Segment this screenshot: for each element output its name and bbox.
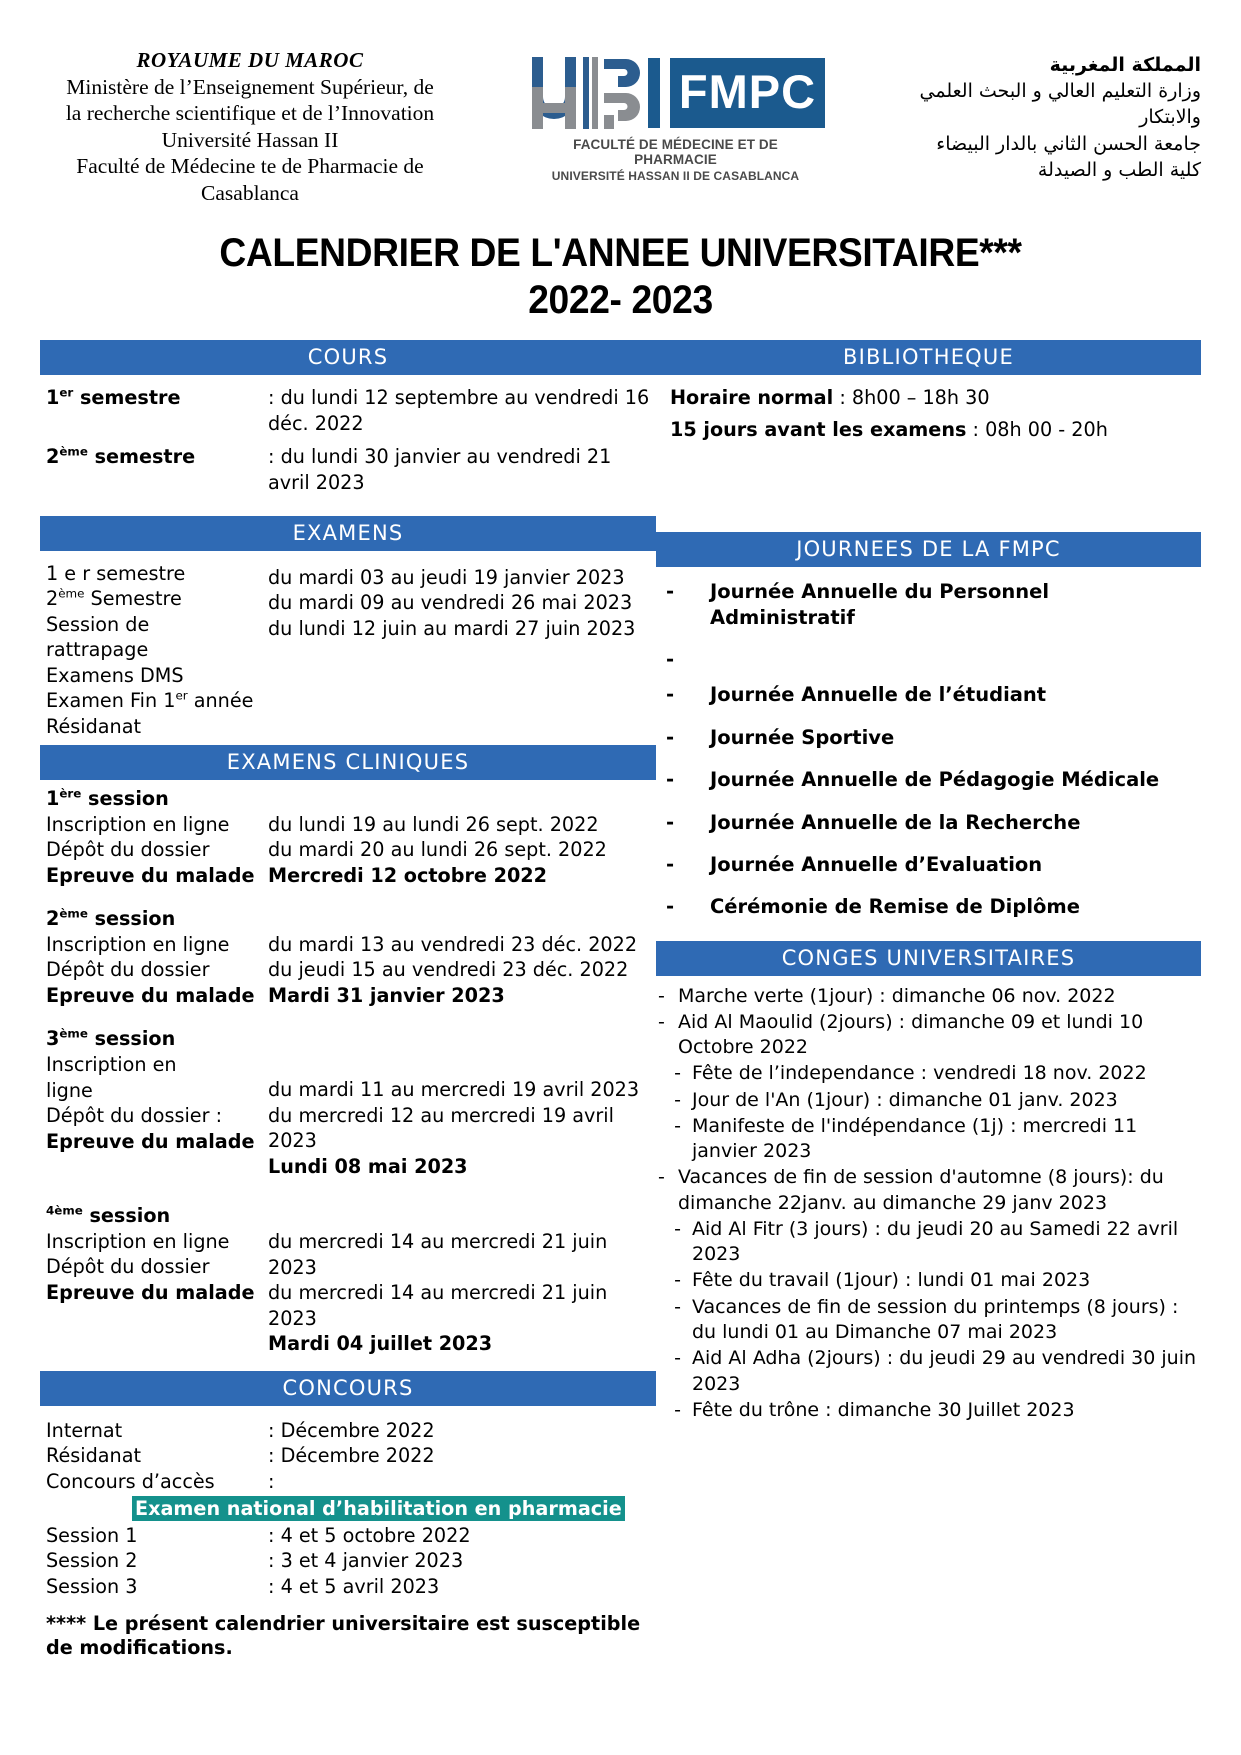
conge-item-label: Fête de l’independance : vendredi 18 nov. 2022 <box>692 1062 1147 1085</box>
conge-item <box>658 1295 1197 1346</box>
concours-session-value: : 4 et 5 octobre 2022 <box>268 1523 471 1547</box>
session-labels <box>46 1203 268 1357</box>
concours-content <box>40 1406 656 1606</box>
footnote: **** Le présent calendrier universitaire est susceptible de modifications. <box>46 1611 641 1660</box>
bullet-dash-icon: - <box>674 1347 681 1370</box>
page-title-line-2: 2022- 2023 <box>528 278 713 323</box>
ministry-line-2: la recherche scientifique et de l’Innovation <box>65 101 435 126</box>
bullet-dash-icon: - <box>674 1398 681 1421</box>
session-row-label: Epreuve du malade <box>46 983 255 1007</box>
conge-item-label: Manifeste de l'indépendance (1j) : mercredi 11 janvier 2023 <box>692 1114 1138 1163</box>
fmpc-logo <box>542 44 817 183</box>
session-row-label: Dépôt du dossier <box>46 1255 210 1279</box>
examens-cliniques-content <box>40 780 656 1363</box>
highlight-row <box>46 1496 650 1522</box>
conges-list <box>656 976 1201 1429</box>
session-row-value: du mardi 20 au lundi 26 sept. 2022 <box>268 838 607 862</box>
ministry-line-3: Université Hassan II <box>161 127 339 152</box>
conge-item <box>658 1217 1197 1268</box>
session-row-label: Dépôt du dossier : <box>46 1104 223 1128</box>
session-heading: 1ère session <box>46 786 169 811</box>
concours-session-value: : 4 et 5 avril 2023 <box>268 1574 440 1598</box>
session-row-value: du jeudi 15 au vendredi 23 déc. 2022 <box>268 958 629 982</box>
logo-divider-bar <box>648 58 660 128</box>
session-row-label: Inscription en ligne <box>46 932 230 956</box>
document-body <box>40 340 1201 1661</box>
ministry-line-1: Ministère de l’Enseignement Supérieur, de <box>66 74 434 99</box>
session-row-value: Mardi 04 juillet 2023 <box>268 1332 493 1356</box>
session-row <box>46 983 650 1009</box>
conge-item-label: Aid Al Maoulid (2jours) : dimanche 09 et lundi 10 Octobre 2022 <box>678 1010 1144 1059</box>
session-row-value: du mercredi 14 au mercredi 21 juin 2023 <box>268 1281 608 1330</box>
conge-item <box>658 984 1197 1009</box>
concours-row-value: : Décembre 2022 <box>268 1444 435 1468</box>
examens-grid <box>46 561 650 740</box>
session-heading: 2ème session <box>46 906 176 931</box>
session-row-value: Lundi 08 mai 2023 <box>268 1154 468 1178</box>
cours-row-value: : du lundi 30 janvier au vendredi 21 avril 2023 <box>268 445 612 494</box>
conge-item <box>658 1346 1197 1397</box>
session-row-value: du mercredi 12 au mercredi 19 avril 2023 <box>268 1103 614 1153</box>
bullet-dash-icon: - <box>666 725 675 749</box>
session-row <box>46 932 650 958</box>
cours-row <box>46 444 650 495</box>
session-block <box>46 1203 650 1357</box>
journee-item-label: Journée Annuelle de l’étudiant <box>710 683 1047 707</box>
session-row-label: Inscription en <box>46 1053 177 1076</box>
examens-label: 1 e r semestre <box>46 561 186 585</box>
bibliotheque-row-label: 15 jours avant les examens <box>670 417 967 441</box>
ministry-line-5: Casablanca <box>201 180 299 205</box>
logo-subtitle-university: UNIVERSITÉ HASSAN II DE CASABLANCA <box>551 169 800 183</box>
journee-item-label: Cérémonie de Remise de Diplôme <box>710 895 1080 919</box>
section-band-bibliotheque: BIBLIOTHEQUE <box>656 340 1201 375</box>
concours-row <box>46 1443 650 1469</box>
session-row <box>46 863 650 889</box>
bullet-dash-icon: - <box>666 648 675 672</box>
section-band-cours: COURS <box>40 340 656 375</box>
left-column <box>40 340 656 1661</box>
bibliotheque-row <box>670 385 1195 411</box>
session-row <box>46 957 650 983</box>
page-title-line-1: CALENDRIER DE L'ANNEE UNIVERSITAIRE*** <box>219 231 1022 275</box>
arabic-line-4: جامعة الحسن الثاني بالدار البيضاء <box>936 132 1201 155</box>
session-row-label: Epreuve du malade <box>46 1280 255 1304</box>
section-band-examens: EXAMENS <box>40 516 656 551</box>
journee-item-label: Journée Sportive <box>710 725 895 749</box>
conge-item-label: Aid Al Adha (2jours) : du jeudi 29 au vendredi 30 juin 2023 <box>692 1347 1197 1395</box>
examens-values <box>268 561 650 740</box>
cours-row-value: : du lundi 12 septembre au vendredi 16 déc. 2022 <box>268 386 650 435</box>
session-row <box>46 812 650 838</box>
logo-row <box>526 52 825 134</box>
bullet-dash-icon: - <box>658 1166 665 1189</box>
concours-session-label: Session 2 <box>46 1549 138 1573</box>
concours-row-label: Internat <box>46 1418 123 1442</box>
conge-item-label: Fête du travail (1jour) : lundi 01 mai 2023 <box>692 1269 1091 1292</box>
session-heading: $^{4ème}$ session <box>46 1203 171 1228</box>
session-block <box>46 1052 650 1179</box>
conge-item-label: Jour de l'An (1jour) : dimanche 01 janv. 2023 <box>692 1088 1118 1111</box>
bullet-dash-icon: - <box>666 683 675 707</box>
examens-value: du mardi 09 au vendredi 26 mai 2023 <box>268 591 633 615</box>
cours-content <box>40 375 656 501</box>
conge-item-label: Vacances de fin de session d'automne (8 jours): du dimanche 22janv. au dimanche 29 janv 2023 <box>678 1166 1164 1214</box>
section-band-concours: CONCOURS <box>40 1371 656 1406</box>
right-column <box>656 340 1201 1428</box>
conge-item <box>658 1088 1197 1113</box>
examens-label: Session de <box>46 612 150 636</box>
session-row-value: Mercredi 12 octobre 2022 <box>268 863 547 887</box>
bullet-dash-icon: - <box>666 895 675 919</box>
session-labels <box>46 1052 268 1179</box>
concours-row-value: : <box>268 1469 275 1493</box>
concours-session-label: Session 1 <box>46 1523 138 1547</box>
examens-value: du mardi 03 au jeudi 19 janvier 2023 <box>268 565 625 589</box>
journee-item <box>666 767 1197 792</box>
bullet-dash-icon: - <box>666 852 675 876</box>
journee-item-label: Journée Annuelle de Pédagogie Médicale <box>710 768 1160 792</box>
examens-label: Résidanat <box>46 714 141 738</box>
examens-label: Examen Fin 1er année <box>46 688 254 713</box>
bibliotheque-row-value: : 08h 00 - 20h <box>972 417 1108 441</box>
conge-item-label: Aid Al Fitr (3 jours) : du jeudi 20 au Samedi 22 avril 2023 <box>692 1217 1179 1266</box>
arabic-line-5: كلية الطب و الصيدلة <box>1037 158 1201 181</box>
journee-item <box>666 810 1197 835</box>
conge-item-label: Fête du trône : dimanche 30 Juillet 2023 <box>692 1398 1075 1421</box>
arabic-line-1: المملكة المغربية <box>1049 54 1201 76</box>
session-values <box>268 1052 650 1179</box>
bibliotheque-row <box>670 417 1195 443</box>
logo-wordmark: FMPC <box>670 58 825 128</box>
conge-item <box>658 1010 1197 1061</box>
kingdom-line: ROYAUME DU MAROC <box>136 48 364 72</box>
arabic-line-3: والابتكار <box>1139 106 1201 129</box>
session-row-label: Inscription en ligne <box>46 1229 230 1253</box>
document-header <box>40 44 1201 216</box>
concours-session-row <box>46 1548 650 1574</box>
examens-label: Examens DMS <box>46 663 184 687</box>
logo-subtitle-faculty: FACULTÉ DE MÉDECINE ET DE PHARMACIE <box>573 137 778 167</box>
session-row-label: Dépôt du dossier <box>46 838 210 862</box>
journee-item <box>666 647 1197 672</box>
concours-row-value: : Décembre 2022 <box>268 1418 435 1442</box>
session-row-value: Mardi 31 janvier 2023 <box>268 983 505 1007</box>
journee-item <box>666 682 1197 707</box>
conge-item <box>658 1268 1197 1293</box>
session-row-label: Epreuve du malade <box>46 1129 255 1153</box>
bullet-dash-icon: - <box>674 1088 681 1111</box>
bullet-dash-icon: - <box>674 1062 681 1085</box>
header-ministry-block <box>40 44 460 206</box>
bullet-dash-icon: - <box>674 1269 681 1292</box>
session-heading: 3ème session <box>46 1027 176 1051</box>
concours-row-label: Concours d’accès <box>46 1469 215 1493</box>
conge-item <box>658 1398 1197 1423</box>
journee-item <box>666 725 1197 750</box>
session-values <box>268 1203 650 1357</box>
concours-session-label: Session 3 <box>46 1574 138 1598</box>
concours-session-value: : 3 et 4 janvier 2023 <box>268 1549 464 1573</box>
concours-session-row <box>46 1523 650 1549</box>
section-band-journees: JOURNEES DE LA FMPC <box>656 532 1201 567</box>
bullet-dash-icon: - <box>674 1217 681 1240</box>
section-band-examens-cliniques: EXAMENS CLINIQUES <box>40 745 656 780</box>
concours-row <box>46 1469 650 1495</box>
session-row-label: Inscription en ligne <box>46 812 230 836</box>
bibliotheque-content <box>656 375 1201 448</box>
page-title <box>81 230 1161 324</box>
bullet-dash-icon: - <box>674 1114 681 1137</box>
ministry-line-4: Faculté de Médecine te de Pharmacie de <box>76 154 424 179</box>
journee-item-label: Journée Annuelle de la Recherche <box>710 810 1081 834</box>
concours-session-row <box>46 1574 650 1600</box>
section-band-conges: CONGES UNIVERSITAIRES <box>656 941 1201 976</box>
conge-item-label: Marche verte (1jour) : dimanche 06 nov. 2022 <box>678 984 1116 1007</box>
pharmacy-exam-highlight: Examen national d’habilitation en pharmacie <box>132 1496 625 1521</box>
bullet-dash-icon: - <box>658 1010 665 1033</box>
uh2-monogram-icon <box>526 53 644 133</box>
examens-content <box>40 551 656 746</box>
bullet-dash-icon: - <box>658 984 665 1007</box>
cours-row <box>46 385 650 436</box>
journee-item <box>666 579 1197 630</box>
conge-item <box>658 1114 1197 1165</box>
bullet-dash-icon: - <box>666 580 675 604</box>
conge-item <box>658 1061 1197 1086</box>
bullet-dash-icon: - <box>674 1295 681 1318</box>
examens-labels <box>46 561 268 740</box>
examens-label: rattrapage <box>46 638 149 662</box>
concours-row-label: Résidanat <box>46 1444 141 1468</box>
session-row-value: du mardi 13 au vendredi 23 déc. 2022 <box>268 932 638 956</box>
bullet-dash-icon: - <box>666 810 675 834</box>
cours-row-label: 1er semestre <box>46 385 181 410</box>
session-row-label: ligne <box>46 1078 93 1102</box>
journee-item-label: Journée Annuelle d’Evaluation <box>710 852 1043 876</box>
session-row <box>46 837 650 863</box>
bibliotheque-row-value: : 8h00 – 18h 30 <box>839 386 990 410</box>
session-row-value: du mardi 11 au mercredi 19 avril 2023 <box>268 1078 640 1101</box>
cours-row-label: 2ème semestre <box>46 445 196 469</box>
concours-row <box>46 1418 650 1444</box>
examens-value: du lundi 12 juin au mardi 27 juin 2023 <box>268 616 636 640</box>
journee-item <box>666 894 1197 919</box>
session-row-value: du lundi 19 au lundi 26 sept. 2022 <box>268 812 599 836</box>
bibliotheque-row-label: Horaire normal <box>670 386 834 410</box>
conge-item-label: Vacances de fin de session du printemps (8 jours) : du lundi 01 au Dimanche 07 mai 2023 <box>692 1295 1179 1343</box>
header-arabic-block <box>891 44 1201 183</box>
session-row-label: Epreuve du malade <box>46 863 255 887</box>
bullet-dash-icon: - <box>666 768 675 792</box>
journees-list <box>656 567 1201 940</box>
journee-item-label: Journée Annuelle du Personnel Administratif <box>710 580 1050 629</box>
arabic-line-2: وزارة التعليم العالي و البحث العلمي <box>919 80 1201 103</box>
journee-item <box>666 852 1197 877</box>
examens-label: 2ème Semestre <box>46 586 182 611</box>
conge-item <box>658 1165 1197 1216</box>
session-row-value: du mercredi 14 au mercredi 21 juin 2023 <box>268 1230 608 1279</box>
session-row-label: Dépôt du dossier <box>46 958 210 982</box>
